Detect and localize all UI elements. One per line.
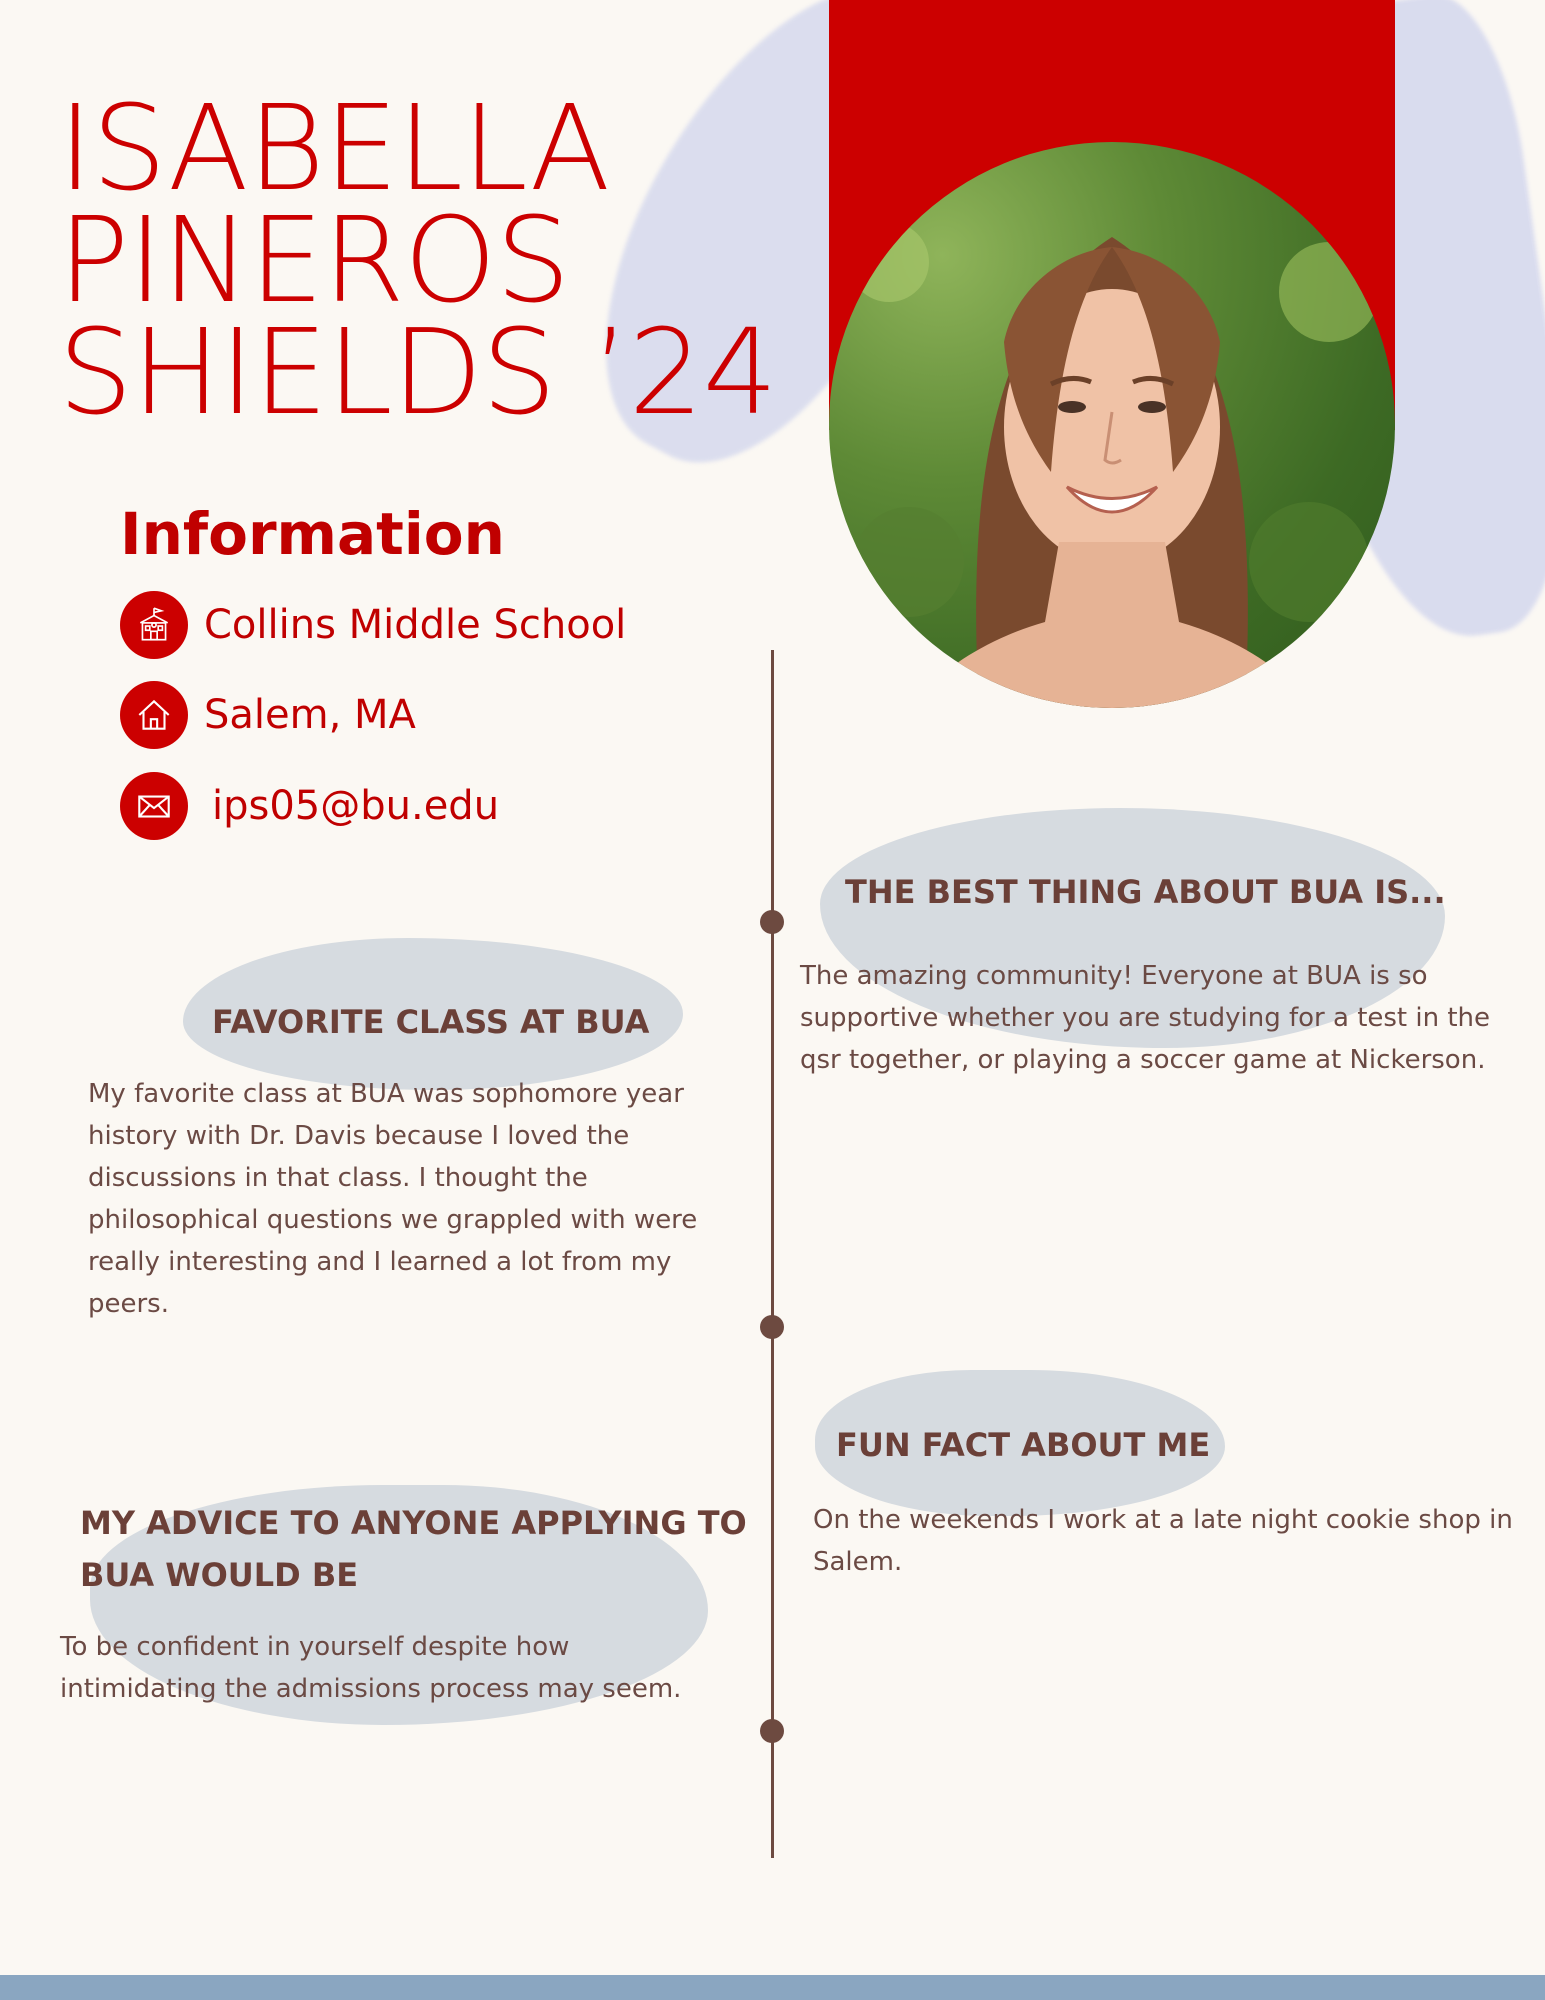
favorite-class-body: My favorite class at BUA was sophomore year history with Dr. Davis because I loved the discussions in that class. I thought the philosophical questions we grappled with were really interesting and I learned a lot from my peers. bbox=[88, 1079, 698, 1319]
info-item-location bbox=[120, 681, 416, 749]
information-heading: Information bbox=[120, 500, 505, 568]
timeline-dot bbox=[760, 1719, 784, 1743]
info-school-text: Collins Middle School bbox=[204, 602, 627, 648]
name-line-1: ISABELLA bbox=[58, 79, 610, 217]
info-location-text: Salem, MA bbox=[204, 692, 416, 738]
mail-icon bbox=[120, 772, 188, 840]
name-line-3: SHIELDS ’24 bbox=[58, 303, 777, 441]
profile-photo bbox=[829, 142, 1395, 708]
advice-heading: MY ADVICE TO ANYONE APPLYING TO BUA WOULD BE bbox=[80, 1504, 747, 1594]
best-thing-heading: THE BEST THING ABOUT BUA IS... bbox=[845, 873, 1446, 911]
info-item-email bbox=[120, 772, 499, 840]
name-line-2: PINEROS bbox=[58, 191, 570, 329]
timeline-line bbox=[771, 650, 774, 1858]
student-name-title bbox=[58, 79, 777, 441]
info-item-school bbox=[120, 591, 626, 659]
advice-body: To be confident in yourself despite how intimidating the admissions process may seem. bbox=[60, 1632, 682, 1704]
fun-fact-body: On the weekends I work at a late night cookie shop in Salem. bbox=[813, 1505, 1513, 1577]
bottom-bar bbox=[0, 1975, 1545, 2000]
info-email-text: ips05@bu.edu bbox=[212, 783, 500, 829]
school-icon bbox=[120, 591, 188, 659]
fun-fact-heading: FUN FACT ABOUT ME bbox=[836, 1426, 1211, 1464]
timeline-dot bbox=[760, 1315, 784, 1339]
favorite-class-heading: FAVORITE CLASS AT BUA bbox=[212, 1003, 650, 1041]
timeline-dot bbox=[760, 910, 784, 934]
best-thing-body: The amazing community! Everyone at BUA is so supportive whether you are studying for a test in the qsr together, or playing a soccer game at Nickerson. bbox=[800, 961, 1491, 1075]
home-icon bbox=[120, 681, 188, 749]
